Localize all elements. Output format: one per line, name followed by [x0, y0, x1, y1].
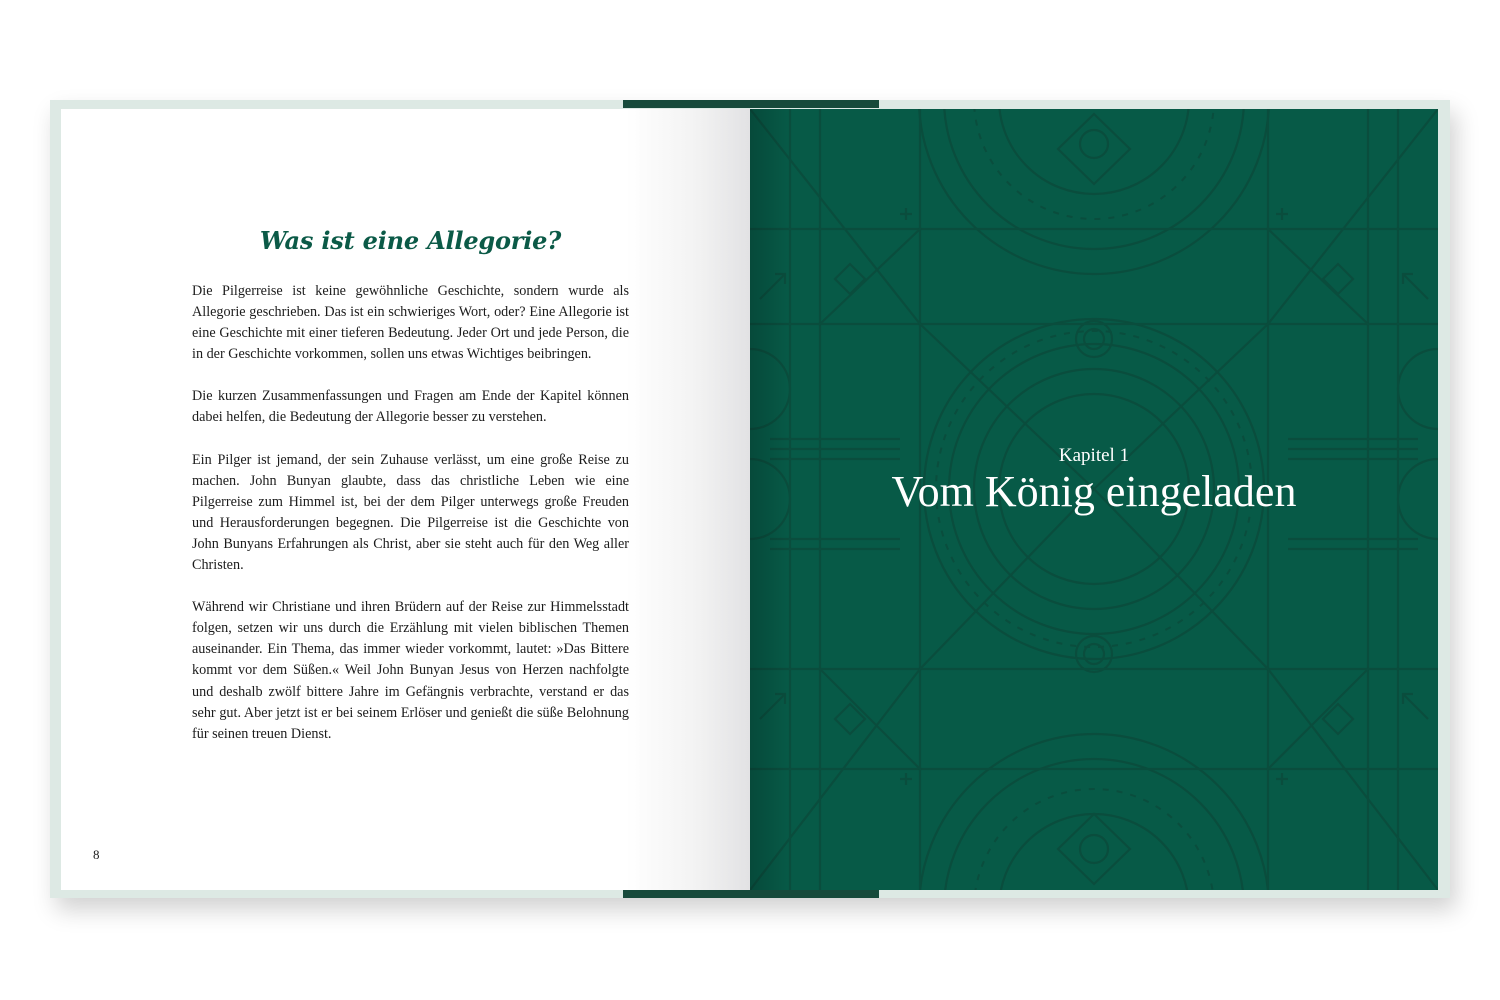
paragraph: Die Pilgerreise ist keine gewöhnliche Geschichte, sondern wurde als Allegorie geschrieben. Das ist ein schwieriges Wort, oder? Eine Allegorie ist eine Geschichte mit einer tieferen Bedeutung. Jeder Ort und jede Person, die in der Geschichte vorkommen, sollen uns etwas Wichtiges beibringen. — [192, 283, 629, 363]
body-text — [192, 281, 629, 766]
paragraph: Während wir Christiane und ihren Brüdern auf der Reise zur Himmelsstadt folgen, setzen wir uns durch die Erzählung mit vielen biblischen Themen auseinander. Ein Thema, das immer wieder vorkommt, lautet: »Das Bittere kommt vor dem Süßen.« Weil John Bunyan Jesus von Herzen nachfolgte und deshalb zwölf bittere Jahre im Gefängnis verbrachte, verstand er das sehr gut. Aber jetzt ist er bei seinem Erlöser und genießt die süße Belohnung für seinen treuen Dienst. — [192, 599, 629, 742]
page-number: 8 — [93, 847, 100, 862]
chapter-title: Vom König eingeladen — [891, 467, 1297, 516]
chapter-heading — [750, 445, 1438, 517]
spine-bottom-strip — [623, 890, 879, 898]
paragraph: Ein Pilger ist jemand, der sein Zuhause verlässt, um eine große Reise zu machen. John Bunyan glaubte, dass das christliche Leben wie eine Pilgerreise zum Himmel ist, bei der dem Pilger unterwegs große Freuden und Herausforderungen begegnen. Die Pilgerreise ist die Geschichte von John Bunyans Erfahrungen als Christ, aber sie steht auch für den Weg aller Christen. — [192, 451, 629, 574]
left-page — [61, 109, 750, 890]
spine-top-strip — [623, 100, 879, 108]
paragraph: Die kurzen Zusammenfassungen und Fragen am Ende der Kapitel können dabei helfen, die Bedeutung der Allegorie besser zu verstehen. — [192, 388, 629, 426]
chapter-label: Kapitel 1 — [1058, 445, 1130, 466]
right-page — [750, 109, 1438, 890]
page-heading: Was ist eine Allegorie? — [259, 226, 562, 255]
